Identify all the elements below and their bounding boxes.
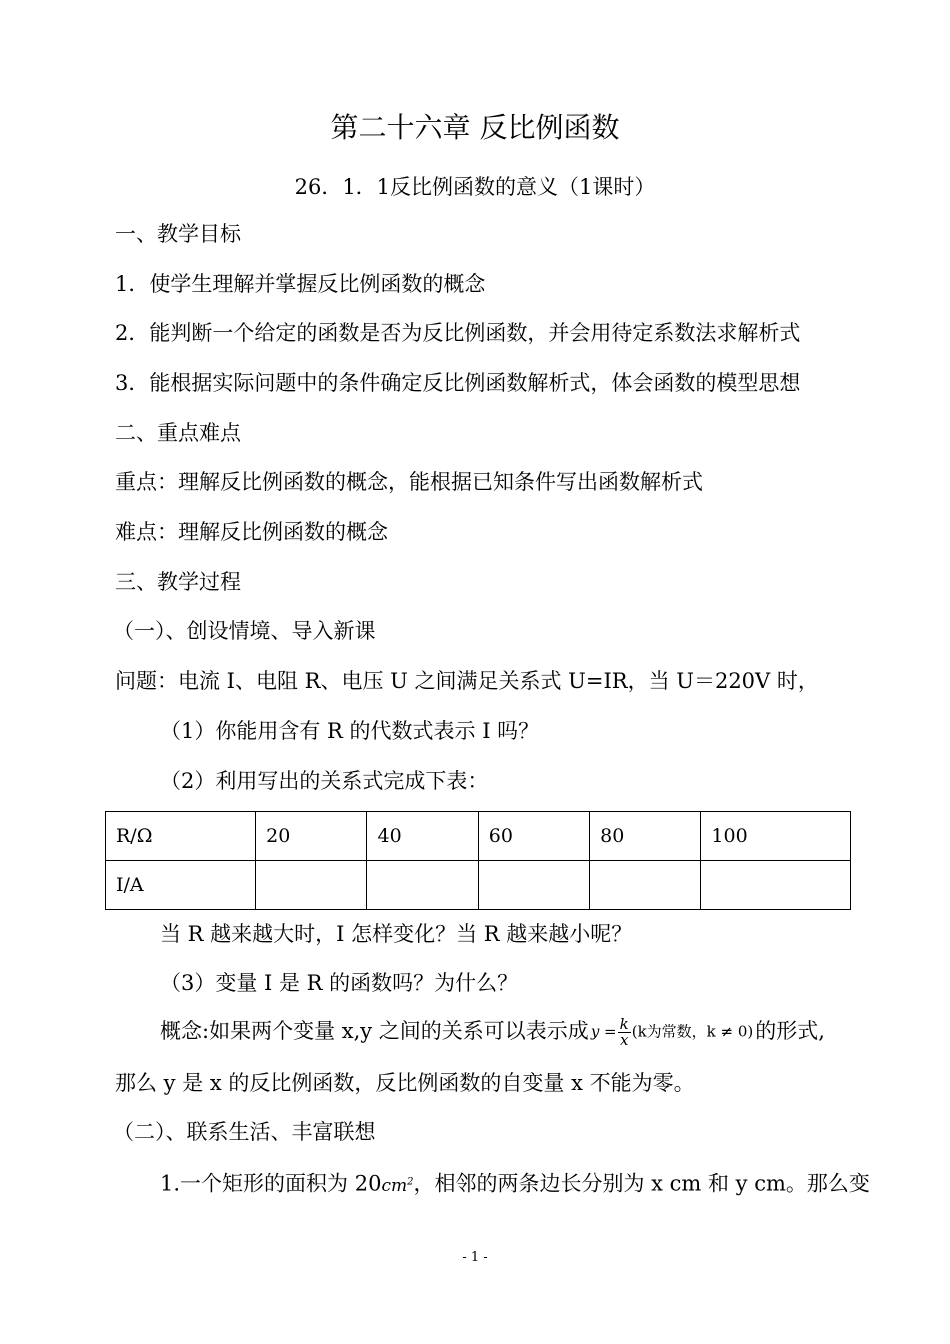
formula-denominator: x (619, 1031, 629, 1049)
question-2: （2）利用写出的关系式完成下表： (160, 769, 489, 793)
question-3: （3）变量 I 是 R 的函数吗？为什么？ (160, 971, 519, 995)
process-heading: 三、教学过程 (115, 570, 241, 594)
table-cell: 20 (256, 812, 367, 861)
area-unit (381, 1176, 413, 1196)
objective-item-1: 1．使学生理解并掌握反比例函数的概念 (115, 272, 486, 296)
item1-text-end: ，相邻的两条边长分别为 x cm 和 y cm。那么变 (413, 1171, 870, 1196)
section-title: 26．1．1反比例函数的意义（1课时） (294, 175, 656, 199)
formula-fraction (618, 1017, 631, 1048)
concept-text-end: 的形式, (755, 1019, 825, 1043)
question-1: （1）你能用含有 R 的代数式表示 I 吗？ (160, 719, 540, 743)
table-cell: 80 (590, 812, 701, 861)
table-cell: R/Ω (106, 812, 256, 861)
part1-heading: （一）、创设情境、导入新课 (113, 619, 376, 643)
key-points-heading: 二、重点难点 (115, 421, 241, 445)
table-cell: 100 (701, 812, 851, 861)
objectives-heading: 一、教学目标 (115, 222, 241, 246)
table-cell: 40 (367, 812, 478, 861)
page-number: - 1 - (462, 1250, 488, 1265)
table-cell: I/A (106, 861, 256, 910)
difficult-point: 难点：理解反比例函数的概念 (115, 520, 388, 544)
table-cell (701, 861, 851, 910)
table-row (106, 861, 851, 910)
concept-line-2: 那么 y 是 x 的反比例函数，反比例函数的自变量 x 不能为零。 (115, 1071, 695, 1095)
table-cell: 60 (478, 812, 589, 861)
part2-heading: （二）、联系生活、丰富联想 (113, 1120, 376, 1144)
concept-line (160, 1016, 825, 1048)
table-cell (367, 861, 478, 910)
inverse-function-formula (591, 1017, 753, 1048)
formula-numerator: k (619, 1015, 629, 1033)
table-cell (590, 861, 701, 910)
unit-exponent: 2 (407, 1176, 414, 1187)
problem-statement: 问题：电流 I、电阻 R、电压 U 之间满足关系式 U=IR，当 U＝220V 时， (115, 669, 819, 693)
unit-text: cm (381, 1175, 408, 1196)
table-row (106, 812, 851, 861)
table-cell (256, 861, 367, 910)
objective-item-2: 2．能判断一个给定的函数是否为反比例函数，并会用待定系数法求解析式 (115, 321, 801, 345)
part2-item-1 (160, 1167, 870, 1201)
objective-item-3: 3．能根据实际问题中的条件确定反比例函数解析式，体会函数的模型思想 (115, 371, 801, 395)
formula-condition: (k为常数，k ≠ 0) (631, 1022, 754, 1041)
concept-text-start: 概念:如果两个变量 x,y 之间的关系可以表示成 (160, 1019, 589, 1043)
key-point: 重点：理解反比例函数的概念，能根据已知条件写出函数解析式 (115, 470, 703, 494)
item1-text-start: 1.一个矩形的面积为 20 (160, 1171, 382, 1196)
formula-lhs: y = (590, 1022, 617, 1041)
chapter-title: 第二十六章 反比例函数 (330, 111, 620, 144)
after-table-question: 当 R 越来越大时，I 怎样变化？当 R 越来越小呢？ (160, 922, 633, 946)
table-cell (478, 861, 589, 910)
resistance-current-table (105, 811, 851, 910)
